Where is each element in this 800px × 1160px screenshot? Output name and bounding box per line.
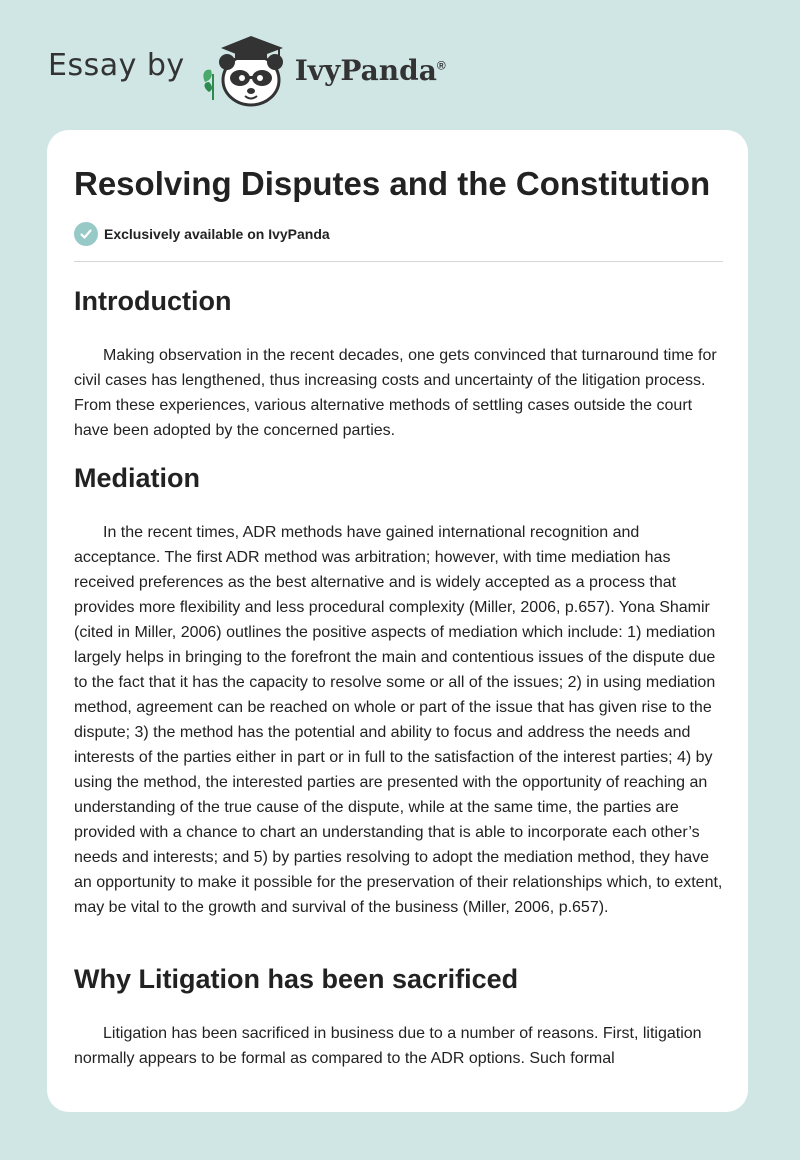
check-icon — [74, 222, 98, 246]
section-paragraph-mediation: In the recent times, ADR methods have gained international recognition and acceptance. The first ADR method was arbitration; however, with time mediation has received preferences as the best alternative and is widely accepted as a process that provides more flexibility and less procedural complexity (Miller, 2006, p.657). Yona Shamir (cited in Miller, 2006) outlines the positive aspects of mediation which include: 1) mediation largely helps in bringing to the forefront the main and contentious issues of the dispute due to the fact that it has the capacity to resolve some or all of the issues; 2) in using mediation method, agreement can be reached on whole or part of the issue that has given rise to the dispute; 3) the method has the potential and ability to focus and address the needs and interests of the parties either in part or in full to the satisfaction of the interest parties; 4) by using the method, the interested parties are presented with the opportunity of reaching an understanding of the true cause of the dispute, while at the same time, the parties are provided with a chance to chart an understanding that is able to incorporate each other’s needs and interests; and 5) by parties resolving to adopt the mediation method, they have an opportunity to make it possible for the preservation of their relationships which, to extent, may be vital to the growth and survival of the business (Miller, 2006, p.657). — [74, 524, 723, 916]
section-paragraph-litigation: Litigation has been sacrificed in business due to a number of reasons. First, litigation normally appears to be formal as compared to the ADR options. Such formal — [74, 1025, 702, 1067]
brand-name[interactable]: IvyPanda® — [294, 53, 446, 87]
exclusive-badge — [74, 222, 330, 246]
panda-logo-icon[interactable] — [199, 30, 291, 110]
registered-mark: ® — [436, 58, 446, 73]
section-heading-introduction: Introduction — [74, 286, 232, 316]
essay-card — [47, 130, 748, 1112]
section-heading-mediation: Mediation — [74, 463, 200, 493]
divider — [74, 261, 723, 262]
site-header — [48, 30, 446, 110]
section-heading-litigation: Why Litigation has been sacrificed — [74, 964, 519, 994]
brand-prefix: Essay by — [48, 47, 185, 83]
page-title: Resolving Disputes and the Constitution — [74, 165, 711, 202]
section-paragraph-introduction: Making observation in the recent decades, one gets convinced that turnaround time for civil cases has lengthened, thus increasing costs and uncertainty of the litigation process. From these experiences, various alternative methods of settling cases outside the court have been adopted by the concerned parties. — [74, 347, 717, 439]
exclusive-label: Exclusively available on IvyPanda — [104, 226, 330, 242]
